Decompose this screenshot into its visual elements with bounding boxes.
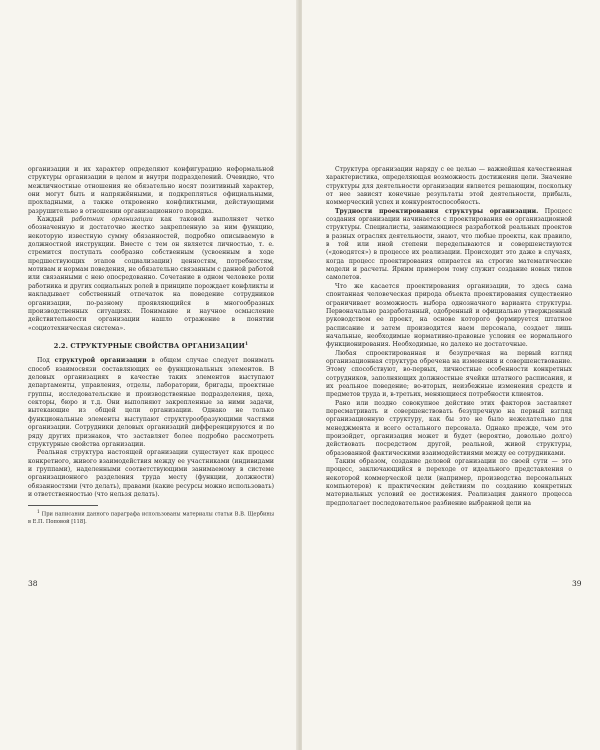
left-page bbox=[0, 0, 298, 750]
right-paragraph-2 bbox=[326, 208, 572, 283]
right-paragraph-5: Рано или поздно совокупное действие этих факторов заставляет пересматривать и совершенствовать безупречную на первый взгляд организационную структуру, как бы это не было нежелательно для менеджмента и всего остального персонала. Однако прежде, чем это произойдет, организация может и будет (вероятно, довольно долго) действовать посредством другой, реальной, живой структуры, образованной фактическими взаимодействиями между ее сотрудниками. bbox=[326, 399, 572, 457]
right-paragraph-4: Любая спроектированная и безупречная на первый взгляд организационная структура обречена на изменения и совершенствование. Этому способствуют, во-первых, личностные особенности конкретных сотрудников, заполняющих должностные ячейки штатного расписания, и их реальное поведение; во-вторых, неизбежные изменения средств и предметов труда и, в-третьих, меняющиеся потребности клиентов. bbox=[326, 349, 572, 399]
right-paragraph-3: Что же касается проектирования организации, то здесь сама спонтанная человеческая природа объекта проектирования существенно ограничивает возможность выбора однозначного варианта структуры. Первоначально разработанный, одобренный и официально утвержденный руководством ее проект, на основе которого формируется штатное расписание и затем производится наем персонала, создает лишь начальные, необходимые нормативно-правовые условия ее нормального функционирования. Необходимые, но далеко не достаточные. bbox=[326, 282, 572, 349]
right-page bbox=[302, 0, 600, 750]
section-heading-text: 2.2. СТРУКТУРНЫЕ СВОЙСТВА ОРГАНИЗАЦИИ bbox=[53, 342, 245, 351]
right-paragraph-2-subheading: Трудности проектирования структуры организации. bbox=[335, 207, 539, 215]
footnote bbox=[28, 509, 274, 526]
left-paragraph-3-rest: в общем случае следует понимать способ взаимосвязи составляющих ее функциональных элементов. В деловых организациях в качестве таких элементов выступают департаменты, управления, отделы, лаборатории, бригады, проектные группы, исследовательские и производственные подразделения, цеха, секторы, бюро и т.д. Они выполняют закрепленные за ними задачи, вытекающие из общей цели организации. Однако не только функциональные элементы выступают структурообразующими частями организации. Сотрудники деловых организаций дифференцируются и по ряду других признаков, что заставляет более подробно рассмотреть структурные свойства организации. bbox=[28, 357, 274, 448]
right-page-number: 39 bbox=[572, 579, 582, 588]
left-paragraph-3-start: Под bbox=[37, 357, 55, 365]
left-paragraph-2-start: Каждый bbox=[37, 216, 72, 224]
right-paragraph-1: Структура организации наряду с ее целью — важнейшая качественная характеристика, определяющая возможность достижения цели. Значение структуры для деятельности организации является решающим, поскольку от нее зависят конечные результаты этой деятельности, прибыль, коммерческий успех и конкурентоспособность. bbox=[326, 166, 572, 207]
left-paragraph-4: Реальная структура настоящей организации существует как процесс конкретного, живого взаимодействия между ее участниками (индивидами и группами), наделенными соответствующими занимаемому в системе организационного разделения труда месту (функции, должности) обязанностями (что делать), правами (какие ресурсы можно использовать) и ответственностью (что нельзя делать). bbox=[28, 449, 274, 498]
footnote-text: При написании данного параграфа использованы материалы статьи В.В. Щербины в Е.П. Поповой [118]. bbox=[28, 511, 274, 525]
section-heading-footnote-mark: 1 bbox=[244, 341, 249, 347]
left-paragraph-1: организации и их характер определяют конфигурацию неформальной структуры организации в целом и внутри подразделений. Очевидно, что межличностные отношения не обязательно носят позитивный характер, они могут быть и напряжёнными, и подкрепляться официальными, прохладными, а также откровенно конфликтными, действующими разрушительно в отношении организационного порядка. bbox=[28, 166, 274, 215]
footnote-divider bbox=[28, 505, 98, 506]
left-paragraph-2-emphasis: работник организации bbox=[71, 216, 153, 224]
right-text-column bbox=[326, 166, 572, 508]
right-paragraph-6: Таким образом, создание деловой организации по своей сути — это процесс, заключающийся в переходе от идеального представления о некоторой коммерческой цели (например, производства персональных компьютеров) к практическим действиям по созданию конкретных материальных условий ее достижения. Реализация данного процесса предполагает последовательное разбиение выбранной цели на bbox=[326, 458, 572, 507]
section-heading bbox=[28, 341, 274, 351]
left-text-column bbox=[28, 166, 274, 526]
left-paragraph-2 bbox=[28, 216, 274, 333]
left-paragraph-3-term: структурой организации bbox=[54, 357, 147, 365]
left-paragraph-2-rest: как таковой выполняет четко обозначенную и достаточно жестко закрепленную за ним функцию, некоторую известную сумму обязанностей, подробно описываемую в должностной инструкции. Вместе с тем он является личностью, т. е. стремится поступать сообразно собственным (усвоенным в ходе предшествующих этапов социализации) ценностям, потребностям, мотивам и нормам поведения, не обязательно связанным с данной работой или связанными с нею опосредованно. Сочетание в одном человеке роли работника и других социальных ролей в принципе порождает конфликты и накладывает собственный отпечаток на поведение сотрудников организации, по-разному проявляющийся в многообразных производственных ситуациях. Понимание и научное осмысление действительности организации нашло отражение в понятии «социотехническая система». bbox=[28, 216, 275, 332]
left-paragraph-3 bbox=[28, 357, 274, 449]
left-page-number: 38 bbox=[28, 579, 38, 588]
footnote-mark: 1 bbox=[37, 510, 40, 516]
right-paragraph-2-rest: Процесс создания организации начинается с проектирования ее организационной структуры. Специалисты, занимающиеся разработкой реальных проектов в разных отраслях деятельности, знают, что любые проекты, как правило, в той или иной степени переделываются и совершенствуются («доводятся») в процессе их реализации. Происходит это даже в случаях, когда процесс проектирования опирается на строгие математические модели и расчеты. Ярким примером тому служит создание новых типов самолетов. bbox=[326, 207, 572, 282]
